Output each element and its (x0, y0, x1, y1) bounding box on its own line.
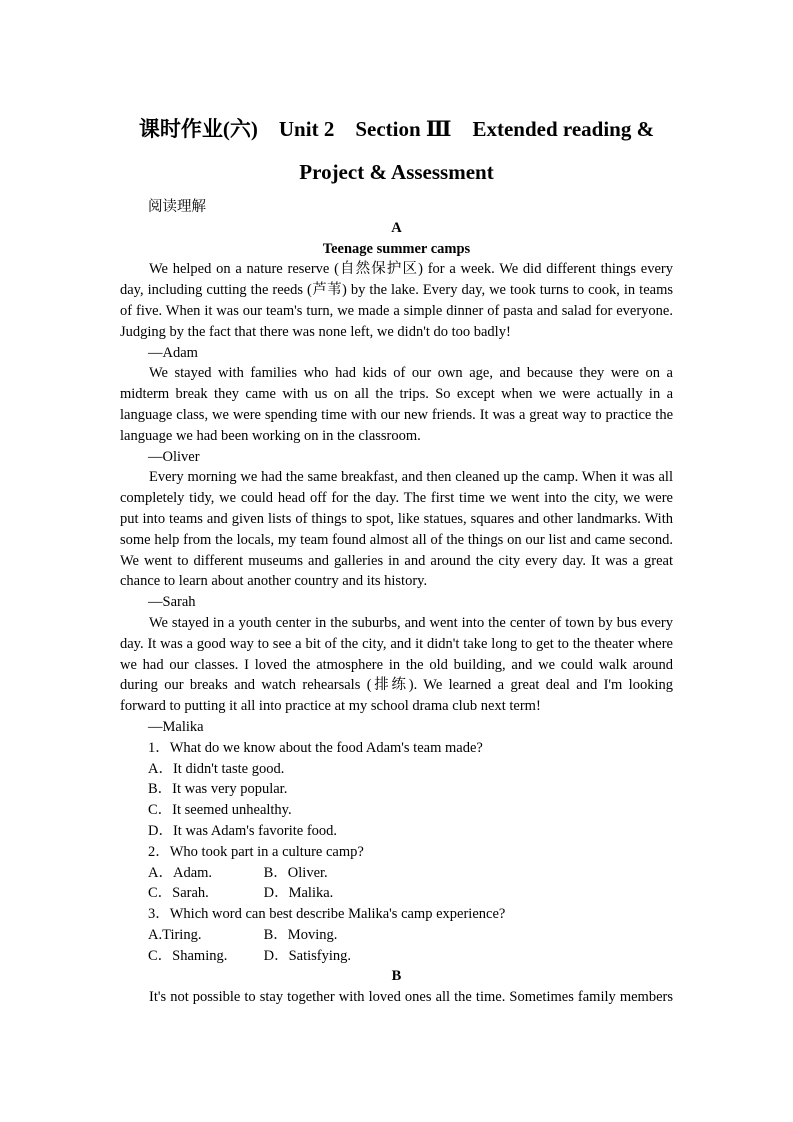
question-2-stem: 2．Who took part in a culture camp? (148, 843, 364, 860)
question-3-option-c: C．Shaming. (148, 947, 228, 964)
passage-a-signature-sarah: —Sarah (148, 594, 196, 611)
page-title (120, 108, 673, 194)
passage-a-signature-adam: —Adam (148, 344, 198, 361)
passage-a-paragraph-2: We stayed with families who had kids of our own age, and because they were on a midterm break they came with us on all the trips. So except when we were actually in a language class, we were spending time with our new friends. It was a great way to practice the language we had been working on in the classroom. (120, 365, 673, 444)
question-1-option-c: C．It seemed unhealthy. (148, 802, 292, 819)
question-3-options-row-2 (120, 946, 673, 967)
passage-a-signature-oliver: —Oliver (148, 448, 200, 465)
question-2-option-c: C．Sarah. (148, 885, 209, 902)
passage-a-heading: Teenage summer camps (322, 240, 471, 257)
worksheet-content (120, 197, 673, 1008)
passage-a-paragraph-4: We stayed in a youth center in the suburbs, and went into the center of town by bus every day. It was a good way to see a bit of the city, and it didn't take long to get to the theater where we had our classes. I loved the atmosphere in the old building, and we could walk around during our breaks and watch rehearsals (排练). We learned a great deal and I'm looking forward to putting it all into practice at my school drama club next term! (120, 614, 673, 715)
question-1-option-a: A．It didn't taste good. (148, 760, 285, 777)
question-2-options-row-1 (120, 863, 673, 884)
title-line-1: 课时作业(六) Unit 2 Section Ⅲ Extended reading & (138, 117, 655, 141)
question-2-options-row-2 (120, 883, 673, 904)
passage-a-label: A (391, 219, 402, 236)
question-2-option-a: A．Adam. (148, 864, 213, 881)
title-line-2: Project & Assessment (299, 160, 494, 184)
question-3-options-row-1 (120, 925, 673, 946)
question-3-option-a: A.Tiring. (148, 926, 202, 943)
question-3-stem: 3．Which word can best describe Malika's camp experience? (148, 906, 506, 923)
question-3-option-b: B．Moving. (263, 926, 338, 943)
question-2-option-d: D．Malika. (263, 885, 334, 902)
question-1-stem: 1．What do we know about the food Adam's team made? (148, 739, 483, 756)
passage-b-paragraph-1: It's not possible to stay together with loved ones all the time. Sometimes family members (149, 989, 673, 1006)
question-2-option-b: B．Oliver. (263, 864, 328, 881)
question-3-option-d: D．Satisfying. (263, 947, 352, 964)
question-1-option-b: B．It was very popular. (148, 781, 288, 798)
passage-a-paragraph-1: We helped on a nature reserve (自然保护区) for a week. We did different things every day, including cutting the reeds (芦苇) by the lake. Every day, we took turns to cook, in teams of five. When it was our team's turn, we made a simple dinner of pasta and salad for everyone. Judging by the fact that there was none left, we didn't do too badly! (120, 261, 673, 340)
passage-a-signature-malika: —Malika (148, 718, 204, 735)
section-label: 阅读理解 (148, 199, 206, 215)
question-1-option-d: D．It was Adam's favorite food. (148, 822, 338, 839)
passage-b-label: B (391, 968, 402, 985)
passage-a-paragraph-3: Every morning we had the same breakfast, and then cleaned up the camp. When it was all completely tidy, we could head off for the day. The first time we went into the city, we were put into teams and given lists of things to spot, like statues, squares and other landmarks. With some help from the locals, my team found almost all of the things on our list and came second. We went to different museums and galleries in and around the city every day. It was a great chance to learn about another country and its history. (120, 469, 673, 590)
